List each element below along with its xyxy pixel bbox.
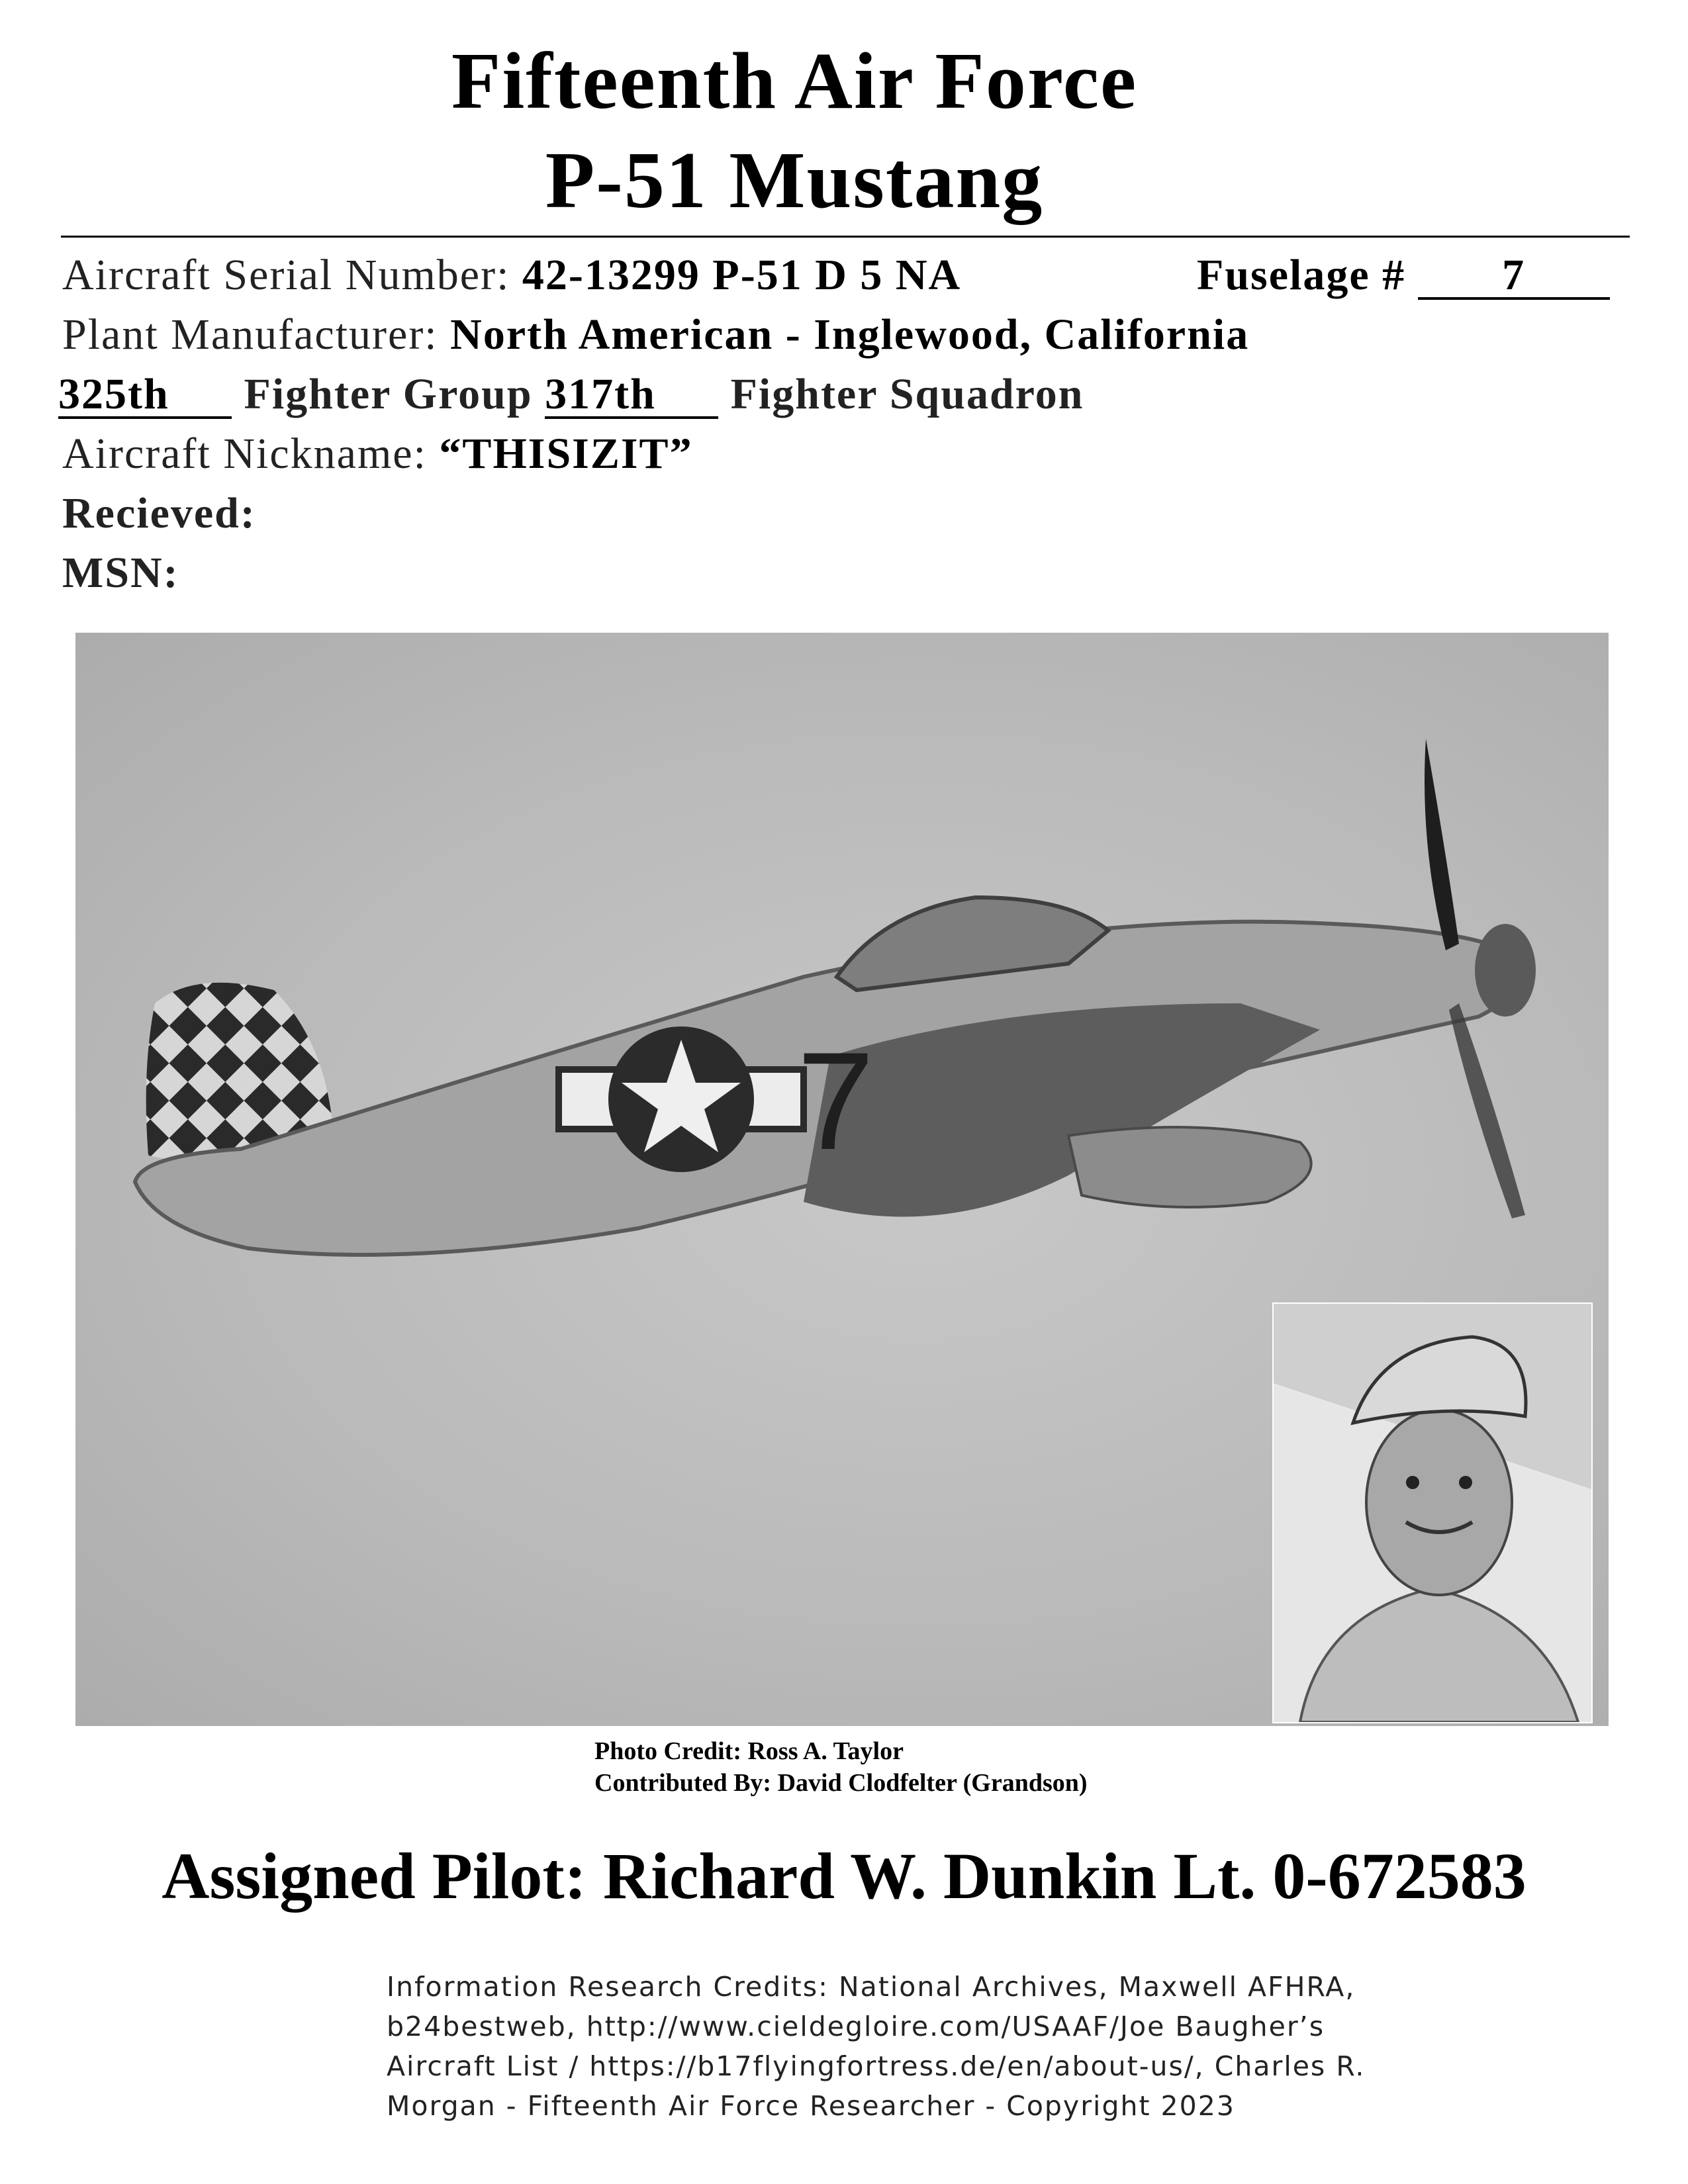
received-label: Recieved: bbox=[62, 489, 256, 537]
spinner bbox=[1475, 924, 1536, 1017]
serial-label: Aircraft Serial Number: bbox=[62, 251, 510, 299]
fuselage-label: Fuselage # bbox=[1197, 251, 1406, 299]
propeller-blade-bottom bbox=[1449, 1003, 1525, 1218]
fuselage-row bbox=[1197, 249, 1610, 302]
page-title: Fifteenth Air Force bbox=[451, 36, 1138, 126]
research-credits-line: b24bestweb, http://www.cieldegloire.com/USAAF/Joe Baugher’s bbox=[387, 2011, 1325, 2042]
photo-credit: Photo Credit: Ross A. Taylor bbox=[594, 1737, 904, 1765]
group-value: 325th bbox=[58, 373, 232, 419]
serial-value: 42-13299 P-51 D 5 NA bbox=[522, 251, 962, 299]
received-row bbox=[62, 487, 256, 540]
page-subtitle: P-51 Mustang bbox=[545, 136, 1044, 225]
nickname-row bbox=[62, 428, 693, 480]
msn-label: MSN: bbox=[62, 549, 179, 597]
serial-row bbox=[62, 249, 961, 302]
assigned-pilot: Assigned Pilot: Richard W. Dunkin Lt. 0-672583 bbox=[162, 1839, 1526, 1913]
nickname-value: “THISIZIT” bbox=[439, 430, 693, 478]
air-scoop bbox=[1068, 1127, 1311, 1207]
manufacturer-value: North American - Inglewood, California bbox=[450, 310, 1250, 359]
fuselage-number: 7 bbox=[797, 1023, 874, 1179]
research-credits-line: Aircraft List / https://b17flyingfortress.de/en/about-us/, Charles R. bbox=[387, 2050, 1366, 2082]
squadron-label: Fighter Squadron bbox=[730, 370, 1084, 418]
research-credits-line: Information Research Credits: National Archives, Maxwell AFHRA, bbox=[387, 1971, 1356, 2003]
contributed-by: Contributed By: David Clodfelter (Grandson) bbox=[594, 1769, 1088, 1797]
squadron-value: 317th bbox=[545, 373, 718, 419]
fuselage-value: 7 bbox=[1418, 253, 1610, 300]
propeller-blade-top bbox=[1425, 739, 1459, 950]
research-credits-line: Morgan - Fifteenth Air Force Researcher - Copyright 2023 bbox=[387, 2090, 1235, 2122]
unit-row bbox=[58, 368, 1084, 421]
group-label: Fighter Group bbox=[244, 370, 533, 418]
header-divider bbox=[61, 236, 1630, 238]
manufacturer-label: Plant Manufacturer: bbox=[62, 310, 438, 359]
pilot-portrait-illustration bbox=[1274, 1304, 1591, 1722]
pilot-face bbox=[1366, 1410, 1512, 1595]
manufacturer-row bbox=[62, 308, 1249, 361]
pilot-portrait bbox=[1272, 1302, 1593, 1723]
nickname-label: Aircraft Nickname: bbox=[62, 430, 427, 478]
msn-row bbox=[62, 547, 179, 600]
